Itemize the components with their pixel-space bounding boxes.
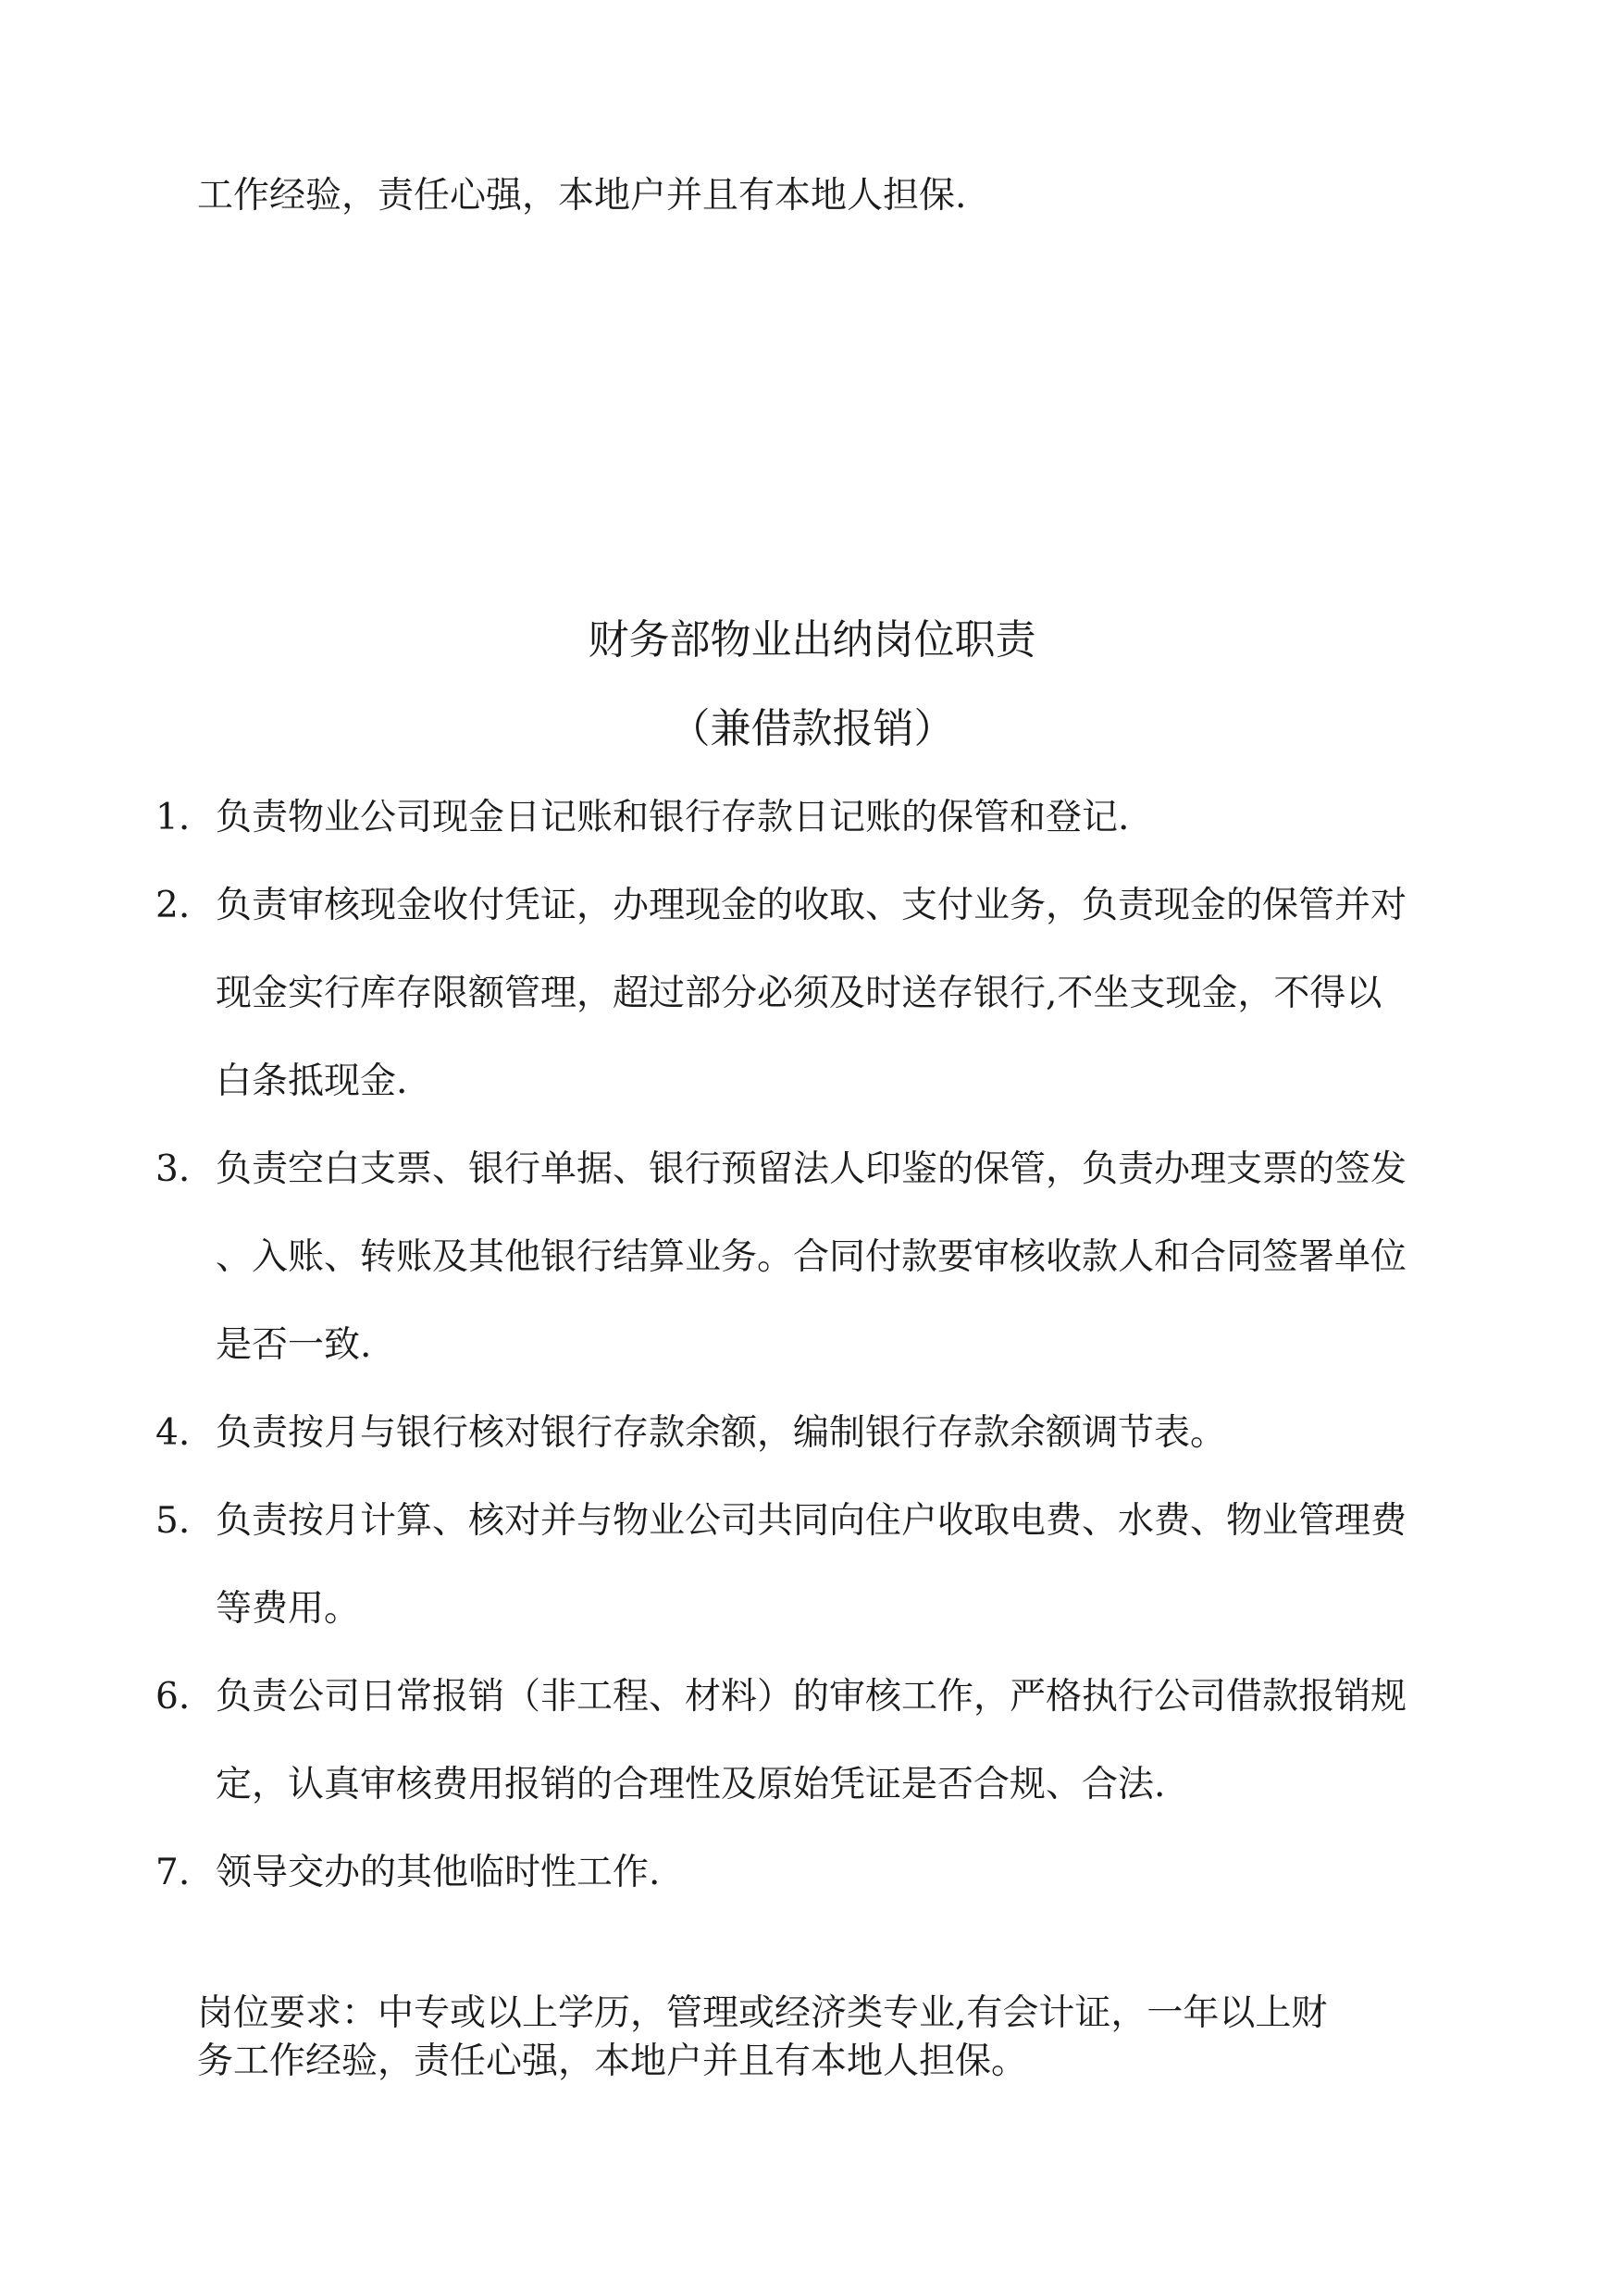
duty-line: 负责物业公司现金日记账和银行存款日记账的保管和登记. xyxy=(216,797,1130,838)
duty-text xyxy=(216,862,1499,1125)
duty-text xyxy=(216,774,1499,862)
duty-item-3 xyxy=(148,1125,1499,1389)
duty-number: 6. xyxy=(155,1676,191,1718)
document-title: 财务部物业出纳岗位职责 xyxy=(588,616,1036,664)
requirement-line: 务工作经验，责任心强，本地户并且有本地人担保。 xyxy=(197,2041,1028,2082)
duty-text xyxy=(216,1477,1499,1653)
duty-line: 定，认真审核费用报销的合理性及原始凭证是否合规、合法. xyxy=(216,1764,1166,1805)
duty-item-2 xyxy=(148,862,1499,1125)
duty-item-1 xyxy=(148,774,1499,862)
duty-item-5 xyxy=(148,1477,1499,1653)
position-requirement xyxy=(197,1990,1327,2086)
duty-number: 1. xyxy=(155,797,191,838)
duty-number: 2. xyxy=(155,885,191,926)
duty-text xyxy=(216,1389,1499,1477)
duty-line: 负责审核现金收付凭证，办理现金的收取、支付业务，负责现金的保管并对 xyxy=(216,885,1407,926)
duty-line: 白条抵现金. xyxy=(216,1061,408,1102)
duty-line: 等费用。 xyxy=(216,1588,361,1630)
duty-line: 是否一致. xyxy=(216,1324,372,1366)
duty-item-4 xyxy=(148,1389,1499,1477)
duty-list xyxy=(148,774,1499,1917)
duty-number: 5. xyxy=(155,1500,191,1542)
duty-line: 领导交办的其他临时性工作. xyxy=(216,1852,661,1893)
duty-line: 负责公司日常报销（非工程、材料）的审核工作，严格执行公司借款报销规 xyxy=(216,1676,1407,1718)
requirement-line: 岗位要求：中专或以上学历，管理或经济类专业,有会计证，一年以上财 xyxy=(197,1992,1328,2034)
duty-text xyxy=(216,1829,1499,1917)
duty-item-7 xyxy=(148,1829,1499,1917)
duty-line: 现金实行库存限额管理，超过部分必须及时送存银行,不坐支现金，不得以 xyxy=(216,973,1382,1014)
duty-text xyxy=(216,1125,1499,1389)
duty-number: 3. xyxy=(155,1148,191,1190)
document-subtitle: （兼借款报销） xyxy=(669,705,955,752)
duty-line: 负责按月计算、核对并与物业公司共同向住户收取电费、水费、物业管理费 xyxy=(216,1500,1407,1542)
duty-number: 7. xyxy=(155,1852,191,1893)
previous-page-continuation: 工作经验，责任心强，本地户并且有本地人担保. xyxy=(197,175,967,217)
duty-item-6 xyxy=(148,1653,1499,1829)
duty-line: 、入账、转账及其他银行结算业务。合同付款要审核收款人和合同签署单位 xyxy=(216,1236,1407,1278)
duty-line: 负责空白支票、银行单据、银行预留法人印鉴的保管，负责办理支票的签发 xyxy=(216,1148,1407,1190)
duty-number: 4. xyxy=(155,1412,191,1454)
duty-line: 负责按月与银行核对银行存款余额，编制银行存款余额调节表。 xyxy=(216,1412,1227,1454)
duty-text xyxy=(216,1653,1499,1829)
